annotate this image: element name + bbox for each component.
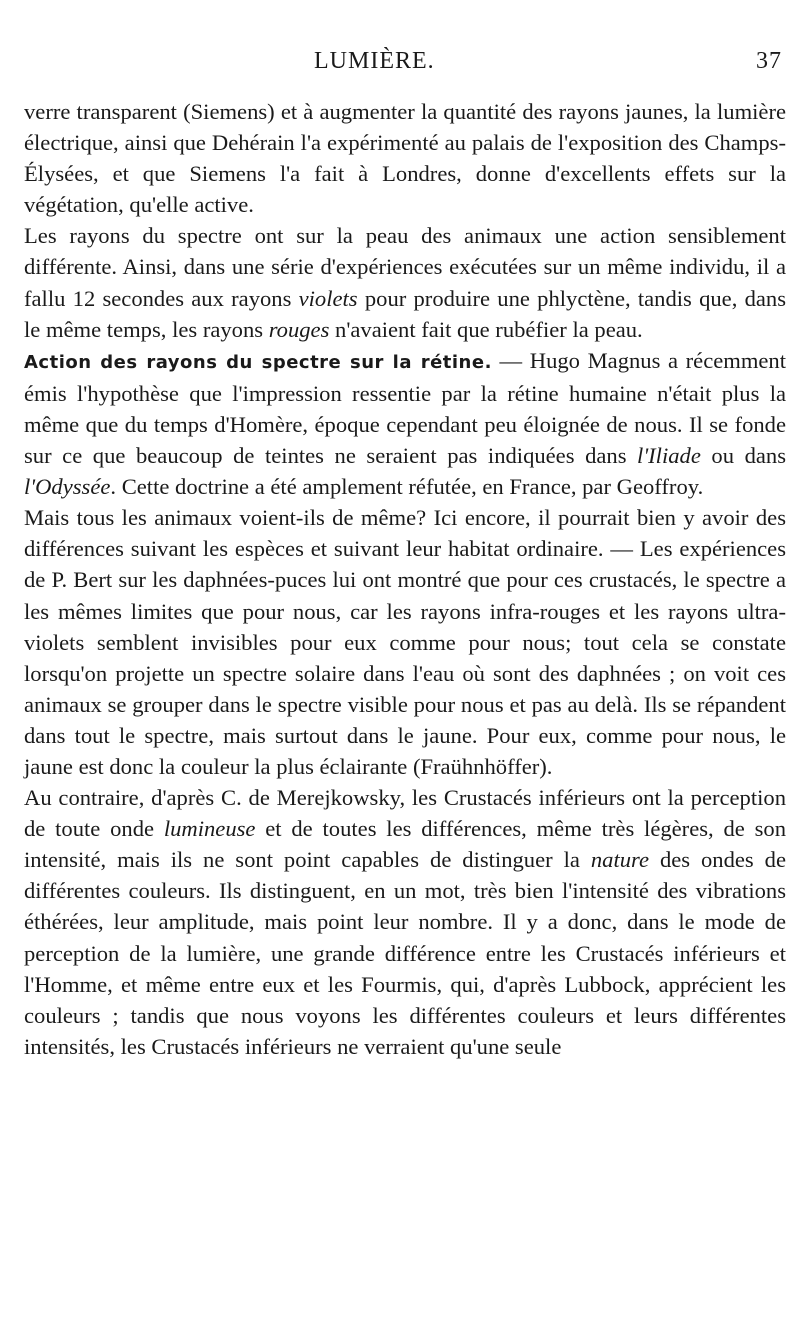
text-segment: Les rayons du spectre ont sur la peau des animaux une action sensiblement différente. Ainsi, dans une série d'expériences exécutées sur un même individu, il a fallu 12 secondes aux rayons bbox=[24, 223, 786, 311]
italic-term: l'Iliade bbox=[637, 443, 701, 469]
page-number: 37 bbox=[756, 48, 782, 74]
text-segment: ou dans bbox=[700, 443, 786, 469]
italic-term: violets bbox=[298, 285, 358, 311]
italic-term: lumineuse bbox=[163, 816, 256, 842]
italic-term: rouges bbox=[268, 316, 330, 342]
italic-term: l'Odyssée bbox=[24, 474, 111, 500]
text-segment: n'avaient fait que rubéfier la peau. bbox=[329, 316, 643, 342]
body-text bbox=[24, 96, 786, 1062]
text-segment: — Hugo Magnus a récemment émis l'hypothèse que l'impression ressentie par la rétine humaine n'était plus la même que du temps d'Homère, époque cependant peu éloignée de nous. Il se fonde sur ce que beaucoup de teintes ne seraient pas indiquées dans bbox=[24, 347, 786, 469]
text-segment: . Cette doctrine a été amplement réfutée, en France, par Geoffroy. bbox=[110, 474, 704, 500]
text-segment: des ondes de différentes couleurs. Ils distinguent, en un mot, très bien l'intensité des vibrations éthérées, leur amplitude, mais point leur nombre. Il y a donc, dans le mode de perception de la lumière, une grande différence entre les Crustacés inférieurs et l'Homme, et même entre eux et les Fourmis, qui, d'après Lubbock, apprécient les couleurs ; tandis que nous voyons les différentes couleurs et leurs différentes intensités, les Crustacés inférieurs ne verraient qu'une seule bbox=[24, 847, 786, 1059]
italic-term: nature bbox=[590, 847, 649, 873]
paragraph bbox=[24, 502, 786, 782]
text-segment: Au contraire, d'après C. de Merejkowsky, les Crustacés inférieurs ont la perception de toute onde bbox=[24, 785, 786, 842]
paragraph bbox=[24, 345, 786, 502]
paragraph bbox=[24, 220, 786, 344]
running-title: LUMIÈRE. bbox=[314, 48, 435, 74]
text-segment: pour produire une phlyctène, tandis que, dans le même temps, les rayons bbox=[24, 285, 786, 342]
text-segment: verre transparent (Siemens) et à augmenter la quantité des rayons jaunes, la lumière électrique, ainsi que Dehérain l'a expérimenté au palais de l'exposition des Champs-Élysées, et que Siemens l'a fait à Londres, donne d'excellents effets sur la végétation, qu'elle active. bbox=[24, 99, 786, 218]
text-segment: Mais tous les animaux voient-ils de même? Ici encore, il pourrait bien y avoir des différences suivant les espèces et suivant leur habitat ordinaire. — Les expériences de P. Bert sur les daphnées-puces lui ont montré que pour ces crustacés, le spectre a les mêmes limites que pour nous, car les rayons infra-rouges et les rayons ultra-violets semblent invisibles pour eux comme pour nous; tout cela se constate lorsqu'on projette un spectre solaire dans l'eau où sont des daphnées ; on voit ces animaux se grouper dans le spectre visible pour nous et pas au delà. Ils se répandent dans tout le spectre, mais surtout dans le jaune. Pour eux, comme pour nous, le jaune est donc la couleur la plus éclairante (Fraühnhöffer). bbox=[24, 505, 786, 779]
section-heading: Action des rayons du spectre sur la rétine. bbox=[24, 351, 492, 373]
running-header bbox=[24, 42, 786, 82]
paragraph bbox=[24, 782, 786, 1062]
book-page bbox=[24, 42, 786, 1059]
text-segment: et de toutes les différences, même très légères, de son intensité, mais ils ne sont point capables de distinguer la bbox=[24, 816, 786, 873]
paragraph bbox=[24, 96, 786, 220]
